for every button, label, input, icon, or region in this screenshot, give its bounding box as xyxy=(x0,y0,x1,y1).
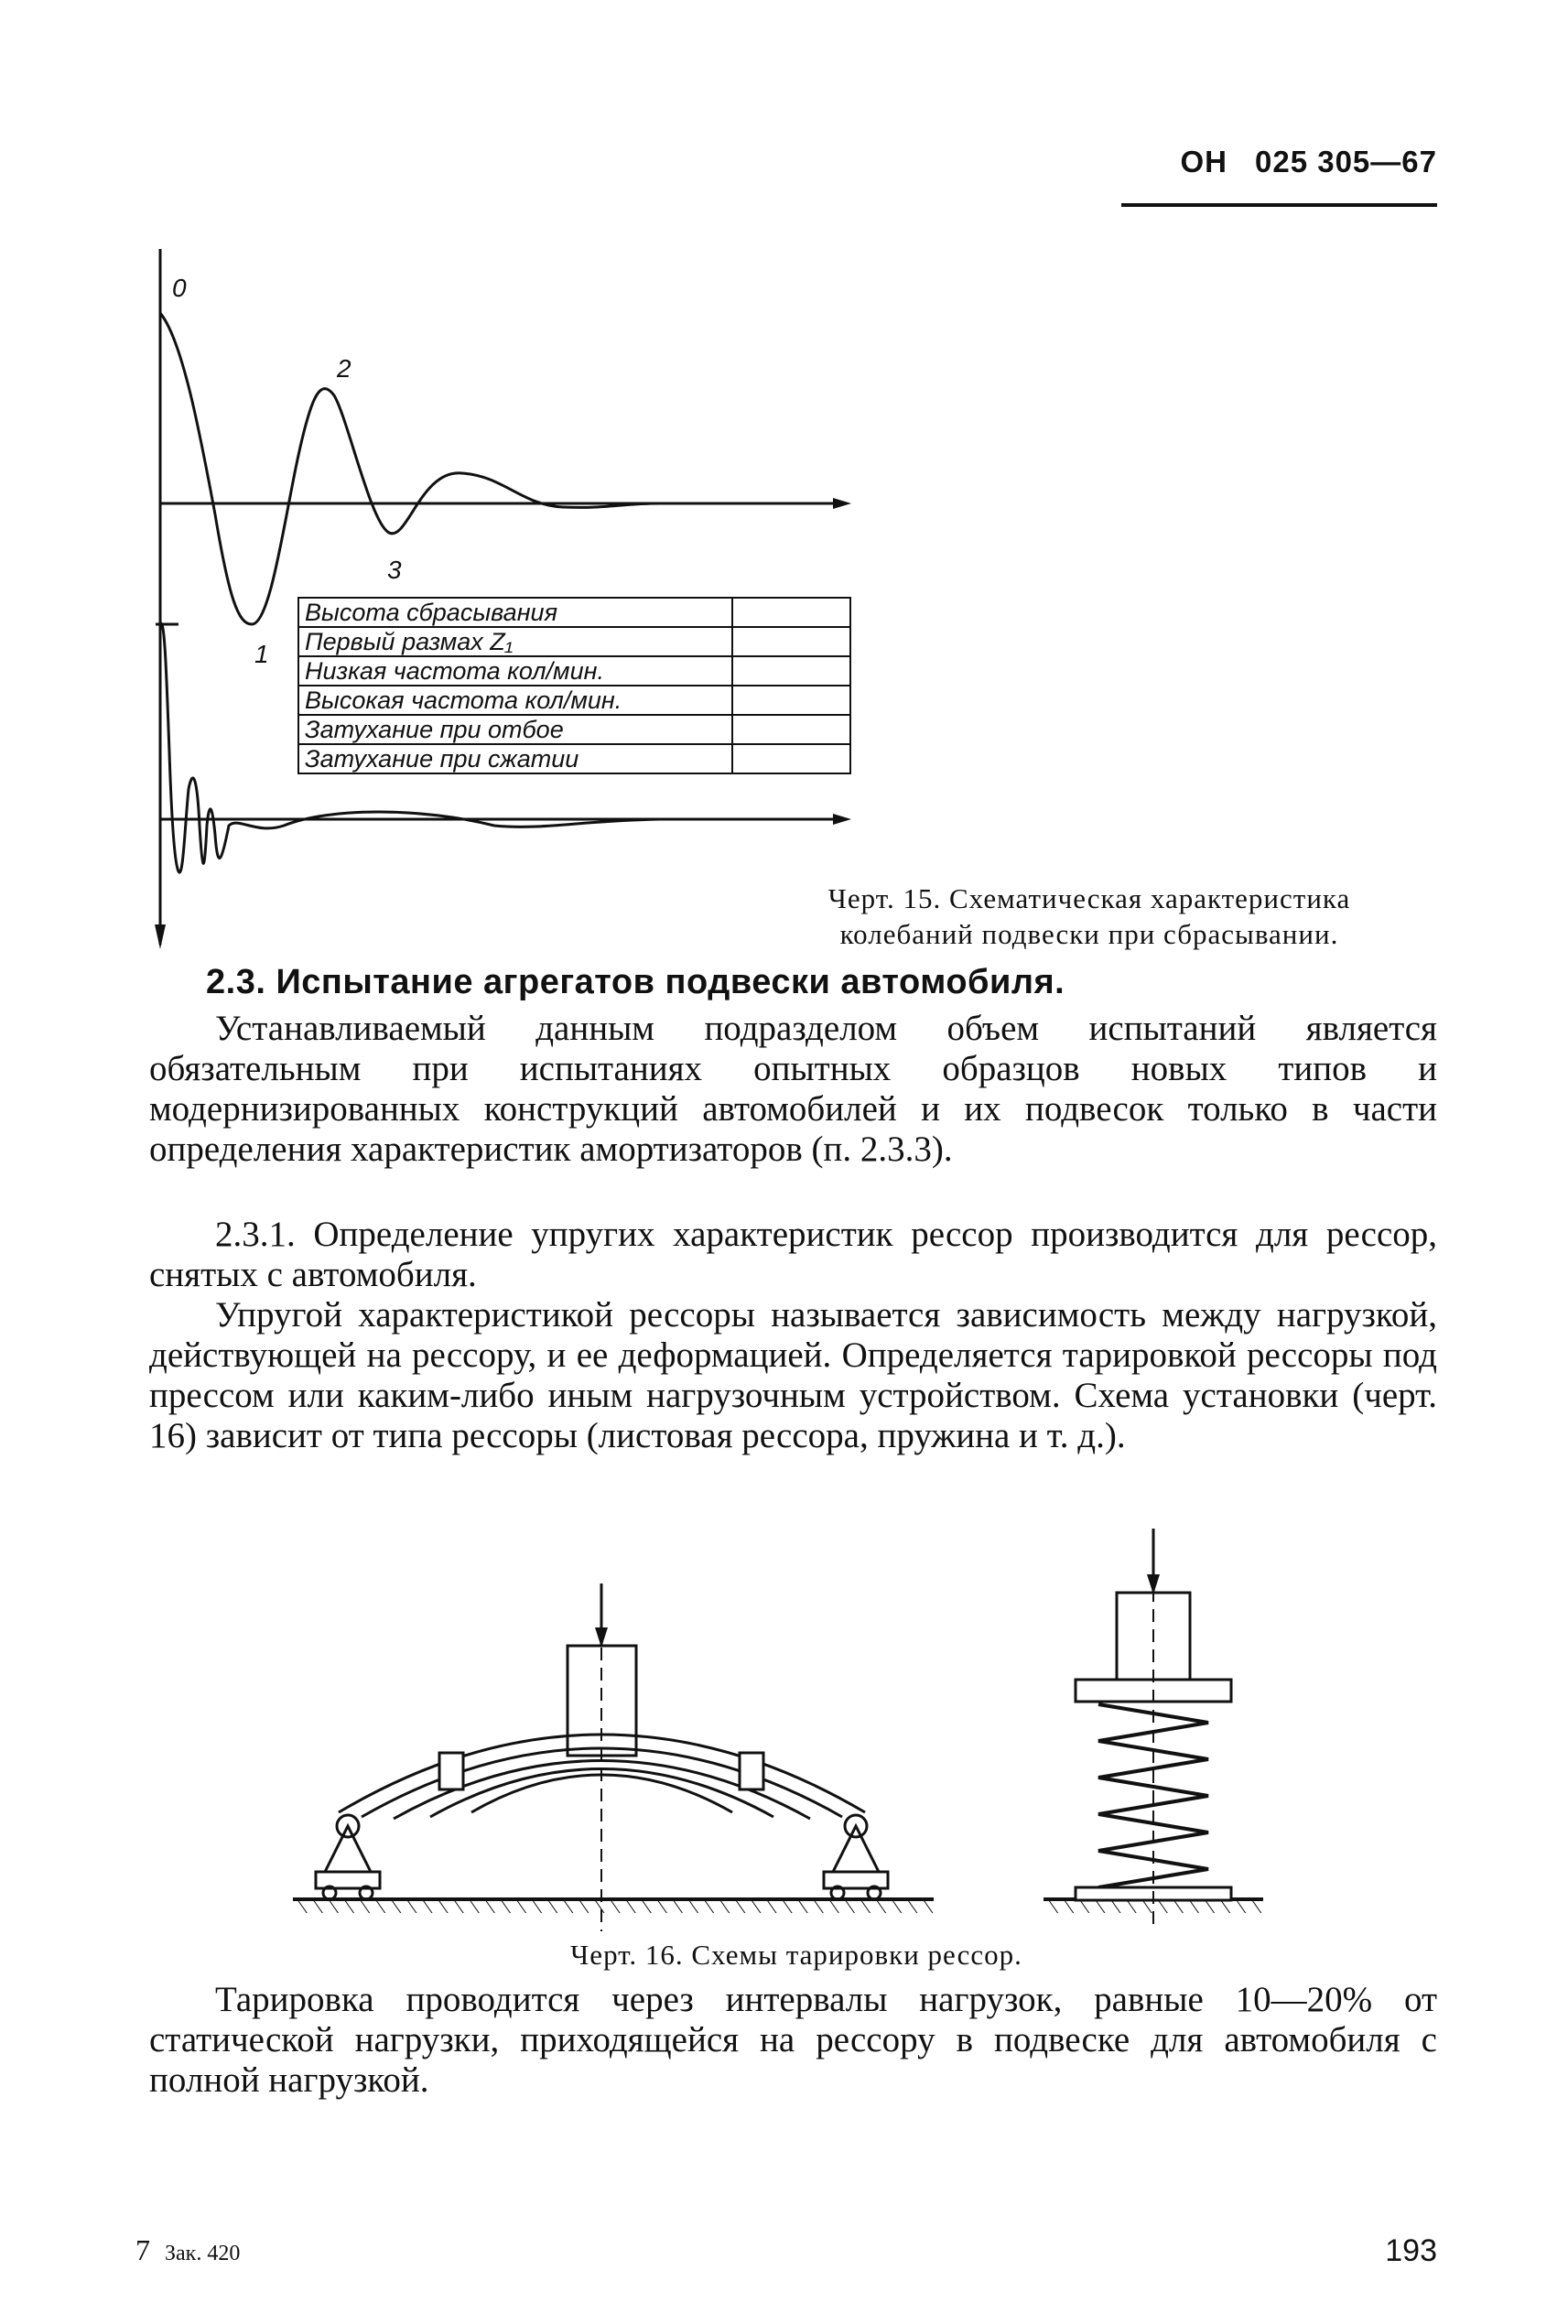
leaf-spring-support-left xyxy=(325,1826,371,1872)
leaf-spring-carriage-left xyxy=(316,1872,380,1888)
figure-15-caption xyxy=(741,881,1437,952)
vertical-axis-arrow xyxy=(155,924,166,949)
table-row xyxy=(298,744,850,773)
table-row-label: Затухание при отбое xyxy=(298,715,732,744)
upper-oscillation-curve xyxy=(160,313,659,624)
leaf-spring-clamp-left xyxy=(439,1753,463,1789)
figure-15-caption-line1: Черт. 15. Схематическая характеристика xyxy=(827,882,1351,914)
paragraph-calibration-intervals: Тарировка проводится через интервалы нагрузок, равные 10—20% от статической нагрузки, приходящейся на рессору в подвеске для автомобиля с полной нагрузкой. xyxy=(149,1980,1437,2100)
upper-axis-arrow xyxy=(833,498,851,509)
section-title: 2.3. Испытание агрегатов подвески автомобиля. xyxy=(206,963,1065,1001)
table-value-cell xyxy=(732,715,850,744)
paragraph-elastic-characteristic: Упругой характеристикой рессоры называется зависимость между нагрузкой, действующей на рессору, и ее деформацией. Определяется тарировкой рессоры под прессом или каким-либо иным нагрузочным устройством. Схема установки (черт. 16) зависит от типа рессоры (листовая рессора, пружина и т. д.). xyxy=(149,1295,1437,1455)
leaf-spring-carriage-right xyxy=(824,1872,888,1888)
table-row xyxy=(298,627,850,656)
leaf-spring-clamp-right xyxy=(740,1753,763,1789)
order-number: Зак. 420 xyxy=(165,2242,241,2265)
table-row-label: Высота сбрасывания xyxy=(298,598,732,627)
leaf-spring-support-right xyxy=(833,1826,879,1872)
footer-left xyxy=(135,2233,240,2267)
point-1-label: 1 xyxy=(254,640,269,668)
table-row xyxy=(298,715,850,744)
header-prefix: ОН xyxy=(1180,145,1227,178)
table-row xyxy=(298,598,850,627)
drop-test-parameters-table xyxy=(297,597,851,774)
page-header xyxy=(1089,145,1437,179)
table-row-label: Первый размах Z₁ xyxy=(298,627,732,656)
point-2-label: 2 xyxy=(337,354,351,383)
point-3-label: 3 xyxy=(387,556,402,584)
table-value-cell xyxy=(732,744,850,773)
header-code: 025 305—67 xyxy=(1255,145,1437,178)
table-value-cell xyxy=(732,656,850,686)
sheet-number: 7 xyxy=(135,2233,150,2266)
leaf-spring-ground-hatch xyxy=(293,1900,934,1913)
table-value-cell xyxy=(732,627,850,656)
header-rule xyxy=(1121,203,1437,207)
figure-16-calibration-schemes xyxy=(275,1510,1281,1940)
point-0-label: 0 xyxy=(172,274,187,302)
table-value-cell xyxy=(732,686,850,715)
table-row xyxy=(298,656,850,686)
paragraph-scope: Устанавливаемый данным подразделом объем испытаний является обязательным при испытаниях опытных образцов новых типов и модернизированных конструкций автомобилей и их подвесок только в части определения характеристик амортизаторов (п. 2.3.3). xyxy=(149,1009,1437,1169)
lower-axis-arrow xyxy=(833,814,851,825)
table-row-label: Затухание при сжатии xyxy=(298,744,732,773)
page-number: 193 xyxy=(1385,2233,1437,2268)
table-row-label: Низкая частота кол/мин. xyxy=(298,656,732,686)
table-row-label: Высокая частота кол/мин. xyxy=(298,686,732,715)
figure-15-caption-line2: колебаний подвески при сбрасывании. xyxy=(839,918,1339,950)
table-value-cell xyxy=(732,598,850,627)
figure-16-caption: Черт. 16. Схемы тарировки рессор. xyxy=(570,1939,1022,1971)
table-row xyxy=(298,686,850,715)
paragraph-2-3-1: 2.3.1. Определение упругих характеристик рессор производится для рессор, снятых с автомобиля. xyxy=(149,1215,1437,1294)
